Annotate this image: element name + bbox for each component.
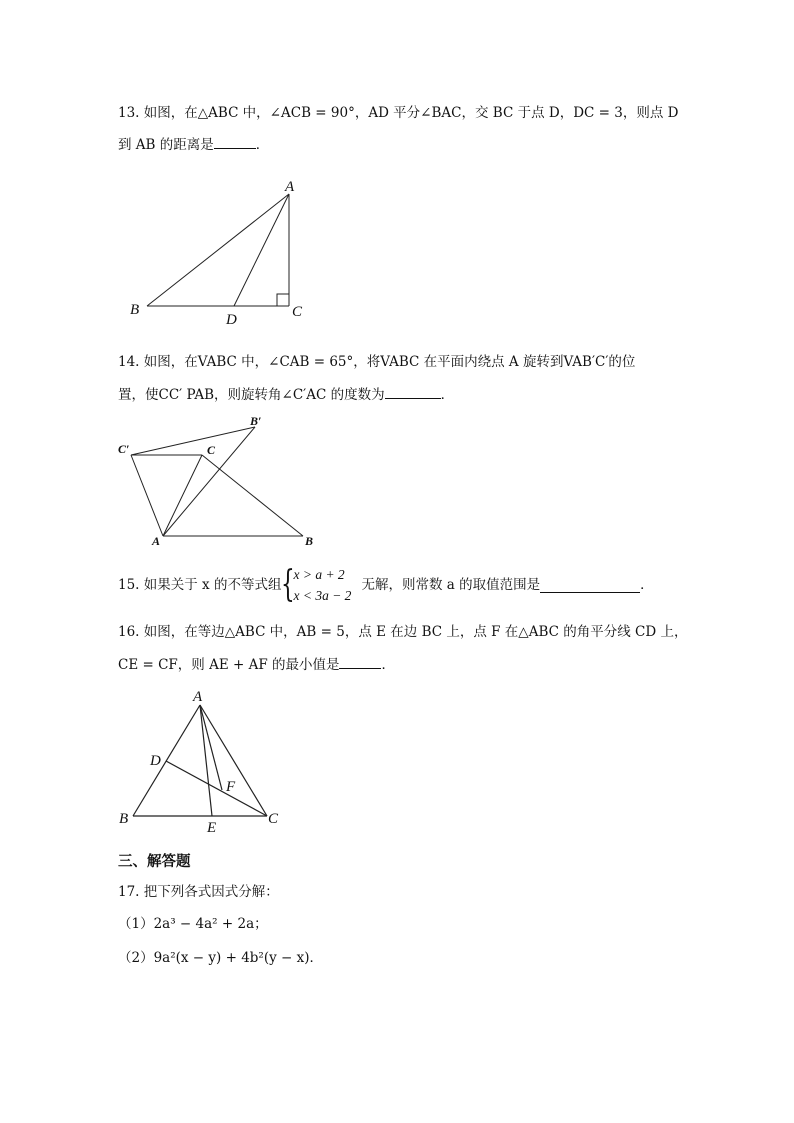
q16-line2 [118, 654, 395, 675]
q13-line2 [118, 134, 269, 155]
q13-bisector-ad [234, 194, 289, 306]
q16-answer-blank [339, 654, 381, 669]
q16-line1: 16. 如图，在等边△ABC 中，AB = 5，点 E 在边 BC 上，点 F 在△ABC 的角平分线 CD 上， [118, 624, 688, 640]
q16-segment-ae [200, 705, 212, 816]
q16-side-ab [133, 705, 200, 816]
q13-right-angle-mark [277, 294, 289, 306]
q14-side-acp [131, 455, 163, 536]
q14-side-cb [202, 455, 303, 536]
q14-side-abp [163, 427, 255, 536]
q13-side-ab [147, 194, 289, 306]
q14-label-cp: C′ [118, 442, 130, 456]
q15-left-brace: { [281, 563, 296, 605]
q16-label-e: E [207, 820, 217, 836]
q16-line2-end: ． [381, 657, 395, 673]
q17-part1: （1）2a³ − 4a² + 2a； [118, 916, 268, 932]
section-header-answer-questions: 三、解答题 [118, 854, 191, 870]
q13-answer-blank [214, 134, 256, 149]
q13-label-b: B [130, 302, 140, 318]
q15-row1: x > a + 2 [293, 566, 345, 582]
q16-line2-text: CE = CF，则 AE + AF 的最小值是 [118, 657, 340, 673]
q14-line1: 14. 如图，在VABC 中，∠CAB = 65°，将VABC 在平面内绕点 A 旋转到VAB′C′的位 [118, 354, 636, 370]
q14-line2-text: 置，使CC′ PAB，则旋转角∠C′AC 的度数为 [118, 387, 385, 403]
q15-inequality-system [281, 565, 361, 607]
q14-label-bp: B′ [250, 414, 262, 428]
q13-label-d: D [226, 312, 237, 328]
q14-label-c: C [207, 443, 216, 457]
q16-segment-af [200, 705, 222, 790]
q16-label-a: A [193, 689, 203, 705]
q14-label-b: B [305, 534, 314, 548]
q15-text-pre: 15. 如果关于 x 的不等式组 [118, 577, 282, 593]
q15-line [118, 563, 654, 607]
q15-answer-blank [540, 578, 640, 593]
q13-label-c: C [292, 304, 303, 320]
q17-part2: （2）9a²(x − y) + 4b²(y − x)． [118, 950, 324, 966]
q15-row2: x < 3a − 2 [293, 587, 352, 603]
q14-label-a: A [152, 534, 161, 548]
q13-line1: 13. 如图，在△ABC 中，∠ACB = 90°，AD 平分∠BAC，交 BC 于点 D，DC = 3，则点 D [118, 105, 679, 121]
q16-label-b: B [119, 811, 129, 827]
q15-end: ． [640, 577, 654, 593]
q14-answer-blank [385, 384, 441, 399]
q16-label-c: C [268, 811, 279, 827]
q13-label-a: A [285, 179, 295, 195]
q16-side-ac [200, 705, 267, 816]
q14-side-ac [163, 455, 202, 536]
q14-line2-end: ． [440, 387, 455, 403]
q13-line2-text: 到 AB 的距离是 [118, 137, 214, 153]
q17-title: 17. 把下列各式因式分解： [118, 884, 279, 900]
q16-bisector-cd [166, 761, 267, 816]
q15-text-post: 无解，则常数 a 的取值范围是 [361, 577, 541, 593]
q13-line2-end: ． [255, 137, 270, 153]
q14-line2 [118, 384, 454, 405]
q14-side-cpbp [131, 427, 255, 455]
q16-label-d: D [150, 753, 161, 769]
q16-label-f: F [226, 779, 236, 795]
